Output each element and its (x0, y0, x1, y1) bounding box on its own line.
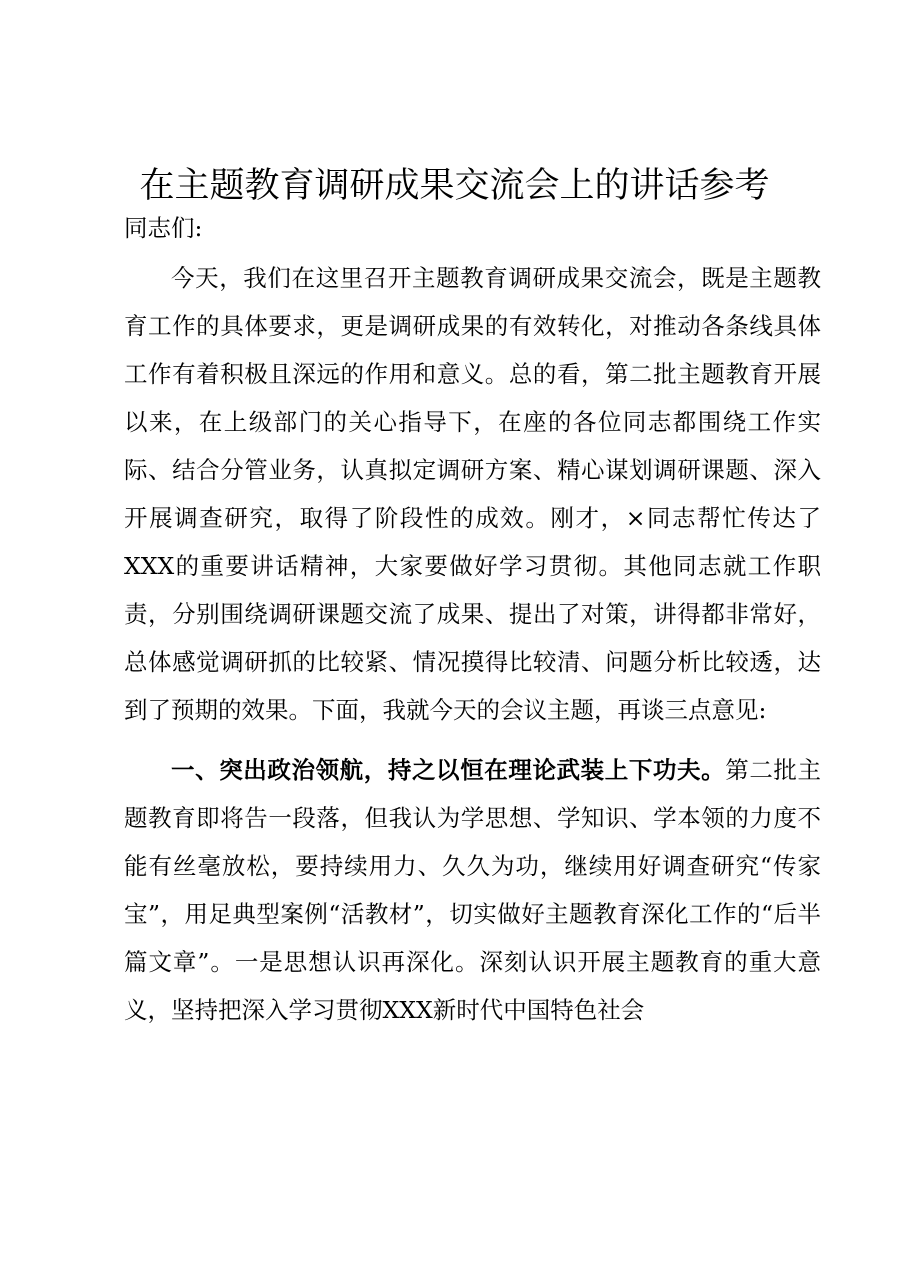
paragraph-intro: 今天，我们在这里召开主题教育调研成果交流会，既是主题教育工作的具体要求，更是调研成果的有效转化，对推动各条线具体工作有着积极且深远的作用和意义。总的看，第二批主题教育开展以来，在上级部门的关心指导下，在座的各位同志都围绕工作实际、结合分管业务，认真拟定调研方案、精心谋划调研课题、深入开展调查研究，取得了阶段性的成效。刚才，×同志帮忙传达了XXX的重要讲话精神，大家要做好学习贯彻。其他同志就工作职责，分别围绕调研课题交流了成果、提出了对策，讲得都非常好，总体感觉调研抓的比较紧、情况摸得比较清、问题分析比较透，达到了预期的效果。下面，我就今天的会议主题，再谈三点意见: (124, 264, 821, 724)
document-title: 在主题教育调研成果交流会上的讲话参考 (139, 166, 770, 206)
salutation: 同志们: (124, 214, 203, 242)
paragraph-section-1 (124, 746, 821, 1034)
document-body (124, 202, 821, 1034)
section-1-heading: 一、突出政治领航，持之以恒在理论武装上下功夫。 (171, 756, 726, 784)
section-1-text: 第二批主题教育即将告一段落，但我认为学思想、学知识、学本领的力度不能有丝毫放松，要持续用力、久久为功，继续用好调查研究“传家宝”，用足典型案例“活教材”，切实做好主题教育深化工作的“后半篇文章”。一是思想认识再深化。深刻认识开展主题教育的重大意义，坚持把深入学习贯彻XXX新时代中国特色社会 (124, 756, 822, 1024)
